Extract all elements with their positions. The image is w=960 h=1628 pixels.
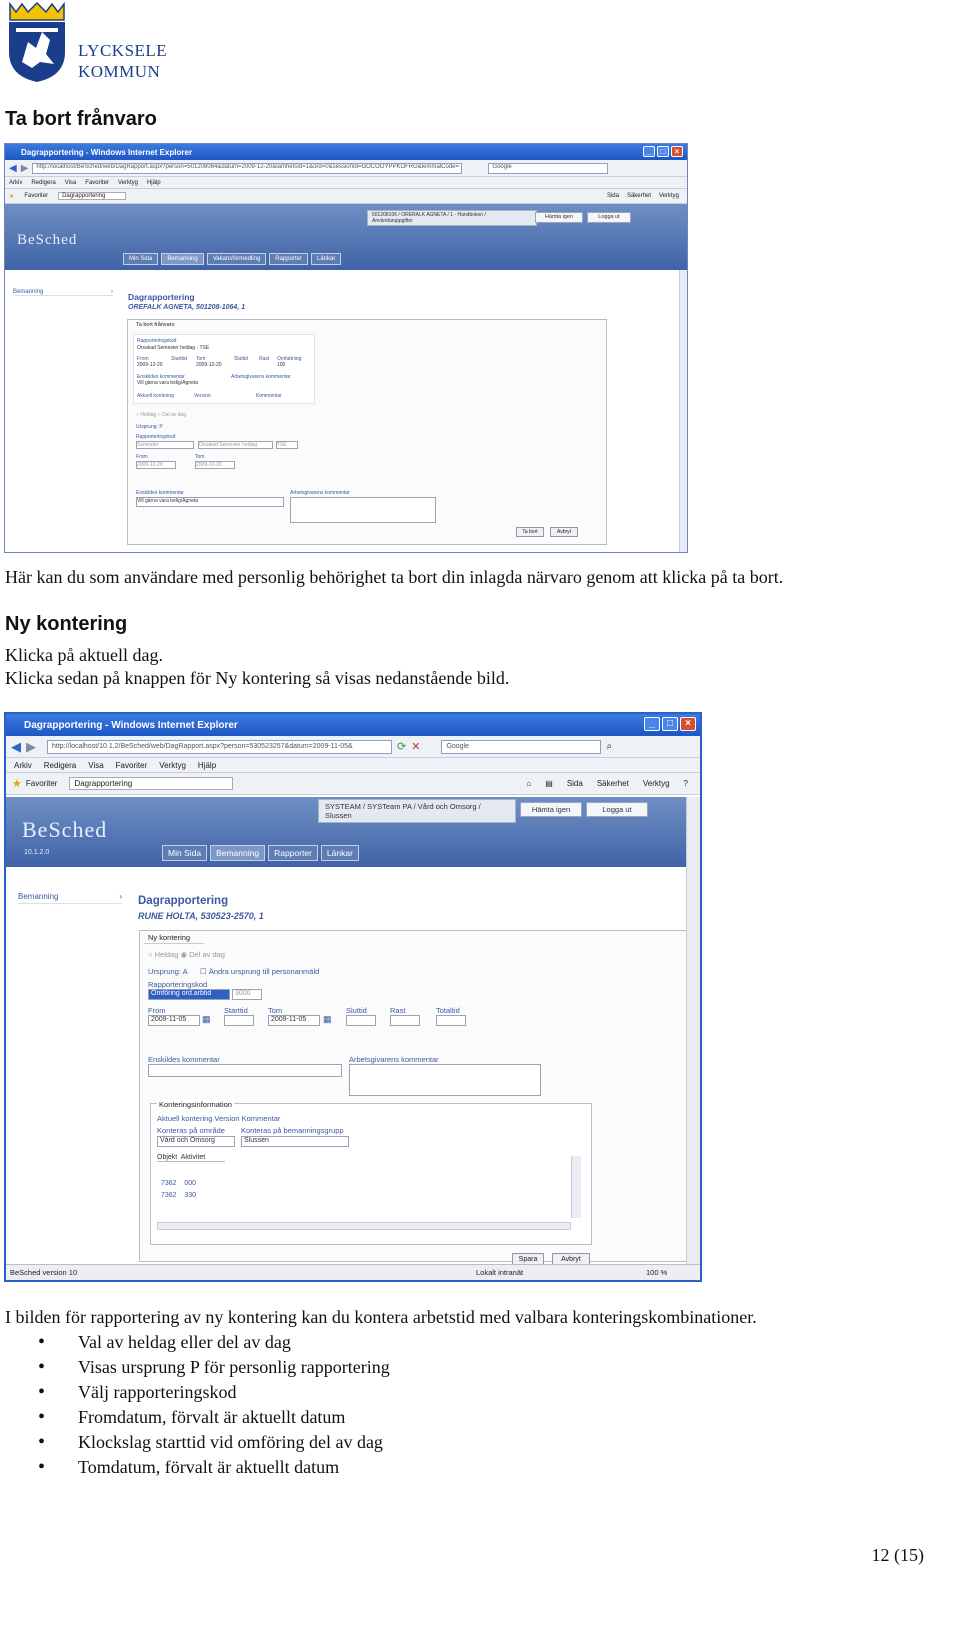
favorites-label[interactable]: Favoriter bbox=[24, 193, 49, 199]
panel-ny-kontering: Ny kontering ○ Heldag ◉ Del av dag Ursprung: A ☐ Ändra ursprung till personanmäld Rapporteringskod Omföring ord.arbtid 3000 From 2009-11-05 ▦ Starttid Tom 2009-11-05 ▦ Sluttid Rast Totaltid Enskildes kommentar Arbetsgivarens kommentar Konteringsinformation Aktuell kontering Version Kommentar Konteras på område Konteras på bemanningsgrupp Vård och Omsorg Slussen Objekt Aktivitet 7362 000 7362 330 Spara Avbryt bbox=[139, 930, 687, 1262]
table-header: Objekt Aktivitet bbox=[157, 1154, 225, 1162]
sluttid-input[interactable] bbox=[346, 1015, 376, 1026]
list-item: • Val av heldag eller del av dag bbox=[38, 1330, 390, 1355]
tab-bemanning[interactable]: Bemanning bbox=[210, 845, 265, 861]
heading-ny-kontering: Ny kontering bbox=[5, 613, 128, 635]
tab-rapporter[interactable]: Rapporter bbox=[268, 845, 318, 861]
rast-input[interactable] bbox=[390, 1015, 420, 1026]
code-select[interactable]: Omföring ord.arbtid bbox=[148, 989, 230, 1000]
favorites-star-icon[interactable]: ★ bbox=[12, 778, 22, 790]
code-text[interactable]: Orsakad Semester heldag bbox=[198, 441, 273, 449]
table-row[interactable]: 7362 330 bbox=[161, 1192, 197, 1199]
menu-arkiv[interactable]: Arkiv bbox=[9, 179, 23, 186]
code-label: Rapporteringskod bbox=[136, 434, 176, 440]
stop-icon[interactable]: ✕ bbox=[411, 741, 421, 753]
search-icon[interactable]: ⌕ bbox=[606, 741, 613, 752]
cancel-button[interactable]: Avbryt bbox=[550, 527, 578, 537]
account-hscrollbar[interactable] bbox=[157, 1222, 571, 1230]
logout-button[interactable]: Logga ut bbox=[586, 802, 648, 817]
account-info-panel: Konteringsinformation Aktuell kontering Version Kommentar Konteras på område Konteras på bemanningsgrupp Vård och Omsorg Slussen Objekt Aktivitet 7362 000 7362 330 bbox=[150, 1103, 592, 1245]
vertical-scrollbar[interactable] bbox=[686, 797, 700, 1264]
list-item: • Visas ursprung P för personlig rapportering bbox=[38, 1355, 390, 1380]
area-select[interactable]: Vård och Omsorg bbox=[157, 1136, 235, 1147]
help-icon[interactable]: ? bbox=[683, 779, 688, 788]
version-label: 10.1.2.0 bbox=[24, 849, 50, 856]
menu-redigera[interactable]: Redigera bbox=[31, 179, 56, 186]
forward-icon[interactable]: ▶ bbox=[26, 738, 36, 754]
refresh-icon[interactable]: ⟳ bbox=[397, 741, 407, 753]
heading-ta-bort-franvaro: Ta bort frånvaro bbox=[5, 108, 157, 130]
list-item: • Välj rapporteringskod bbox=[38, 1380, 390, 1405]
window-titlebar: Dagrapportering - Windows Internet Explorer _ □ × bbox=[6, 714, 700, 736]
minimize-icon[interactable]: _ bbox=[644, 717, 660, 731]
vertical-scrollbar[interactable] bbox=[679, 270, 687, 553]
menu-favoriter[interactable]: Favoriter bbox=[85, 179, 109, 186]
fetch-again-button[interactable]: Hämta igen bbox=[520, 802, 582, 817]
chevron-right-icon: › bbox=[111, 289, 113, 295]
menu-hjalp[interactable]: Hjälp bbox=[197, 760, 217, 770]
nav-tabs bbox=[162, 845, 359, 861]
menu-visa[interactable]: Visa bbox=[88, 760, 104, 770]
menu-visa[interactable]: Visa bbox=[64, 179, 77, 186]
toolbar-sida[interactable]: Sida bbox=[566, 779, 583, 788]
code-label: Rapporteringskod bbox=[148, 980, 208, 989]
favorites-bar bbox=[5, 189, 687, 204]
list-item: • Fromdatum, förvalt är aktuellt datum bbox=[38, 1405, 390, 1430]
favorites-label[interactable]: Favoriter bbox=[25, 779, 58, 788]
code-short[interactable]: 3000 bbox=[232, 989, 262, 1000]
individual-comment-input[interactable] bbox=[148, 1064, 342, 1077]
paragraph-kontering-intro: I bilden för rapportering av ny kontering kan du kontera arbetstid med valbara konteringskombinationer. bbox=[5, 1307, 757, 1327]
menu-favoriter[interactable]: Favoriter bbox=[115, 760, 148, 770]
minimize-icon[interactable]: _ bbox=[643, 146, 655, 157]
menu-redigera[interactable]: Redigera bbox=[43, 760, 77, 770]
menu-bar bbox=[6, 758, 700, 773]
employer-comment-input[interactable] bbox=[349, 1064, 541, 1096]
from-input[interactable]: 2009-12-20 bbox=[136, 461, 176, 469]
group-select[interactable]: Slussen bbox=[241, 1136, 349, 1147]
close-icon[interactable]: × bbox=[671, 146, 683, 157]
search-input[interactable]: Google bbox=[441, 740, 601, 754]
tab-lankar[interactable]: Länkar bbox=[321, 845, 359, 861]
nav-tabs bbox=[123, 253, 341, 265]
delete-button[interactable]: Ta bort bbox=[516, 527, 544, 537]
page-subtitle: OREFALK AGNETA, 501208-1064, 1 bbox=[128, 304, 246, 311]
list-item: • Klockslag starttid vid omföring del av dag bbox=[38, 1430, 390, 1455]
toolbar-sakerhet[interactable]: Säkerhet bbox=[626, 193, 651, 199]
radio-heldag-delavdag[interactable]: ○ Heldag ◉ Del av dag bbox=[148, 950, 225, 959]
back-icon[interactable]: ◀ bbox=[11, 738, 21, 754]
tab-bemanning[interactable]: Bemanning bbox=[161, 253, 203, 265]
page-title: Dagrapportering bbox=[138, 895, 229, 907]
paragraph-click-button: Klicka sedan på knappen för Ny kontering så visas nedanstående bild. bbox=[5, 668, 510, 688]
besched-brand: BeSched bbox=[17, 232, 78, 248]
absence-summary: Rapporteringskod Orsakad Semester heldag - TSE From Starttid Tom Sluttid Rast Omfattning 2009-12-20 2009-12-20 100 Enskildes kommentar Arbetsgivarens kommentar Vill gärna vara ledig/Agneta Aktuell kontering Version Kommentar bbox=[133, 334, 315, 404]
toolbar-sakerhet[interactable]: Säkerhet bbox=[596, 779, 629, 788]
back-icon[interactable]: ◀ bbox=[9, 162, 17, 174]
page-number: 12 (15) bbox=[871, 1545, 924, 1565]
url-input[interactable]: http://localhost/BeSched/web/DagRapport.aspx?person=501208064&datum=2009-12-20&lamhetsId=1&ord=0&sessionId=GOCOOYPPKOFRG&lemmalCode= bbox=[32, 163, 462, 174]
panel-title: Ny kontering bbox=[148, 933, 191, 942]
home-icon[interactable]: ⌂ bbox=[526, 779, 532, 788]
ursprung-label: Ursprung: A bbox=[148, 967, 188, 976]
address-bar bbox=[5, 160, 687, 177]
menu-bar bbox=[5, 177, 687, 189]
panel-ta-bort-franvaro: Ta bort frånvaro Rapporteringskod Orsakad Semester heldag - TSE From Starttid Tom Sluttid Rast Omfattning 2009-12-20 2009-12-20 100 Enskildes kommentar Arbetsgivarens kommentar Vill gärna vara ledig/Agneta Aktuell kontering Version Kommentar ○ Heldag ○ Del av dag Ursprung: P Rapporteringskod Semester Orsakad Semester heldag TSE From 2009-12-20 Tom 2009-12-20 Enskildes kommentar Vill gärna vara ledig/Agneta Arbetsgivarens kommentar Ta bort Avbryt bbox=[127, 319, 607, 545]
menu-arkiv[interactable]: Arkiv bbox=[14, 760, 32, 770]
save-button[interactable]: Spara bbox=[512, 1253, 544, 1266]
user-info: 501208106 / ORERALK AGNETA / 1 - Handboken / Användaruppgifter bbox=[367, 210, 537, 226]
cancel-button[interactable]: Avbryt bbox=[552, 1253, 590, 1266]
browser-tab[interactable]: Dagrapportering bbox=[69, 777, 233, 790]
totaltid-input[interactable] bbox=[436, 1015, 466, 1026]
app-header bbox=[5, 204, 687, 270]
maximize-icon[interactable]: □ bbox=[657, 146, 669, 157]
logo-text: LYCKSELE KOMMUN bbox=[78, 41, 168, 81]
menu-verktyg[interactable]: Verktyg bbox=[159, 760, 186, 770]
maximize-icon[interactable]: □ bbox=[662, 717, 678, 731]
panel-title: Ta bort frånvaro bbox=[136, 322, 175, 328]
tab-vakansformedling[interactable]: Vakansförmedling bbox=[207, 253, 267, 265]
toolbar-verktyg[interactable]: Verktyg bbox=[658, 193, 679, 199]
employer-comment-input[interactable] bbox=[290, 497, 436, 523]
list-item: • Tomdatum, förvalt är aktuellt datum bbox=[38, 1455, 390, 1480]
zoom-level[interactable]: 100 % bbox=[646, 1268, 668, 1277]
individual-comment-input[interactable]: Vill gärna vara ledig/Agneta bbox=[136, 497, 284, 507]
search-input[interactable]: Google bbox=[488, 163, 608, 174]
code-select[interactable]: Semester bbox=[136, 441, 194, 449]
logout-button[interactable]: Logga ut bbox=[587, 212, 631, 223]
intranet-zone: Lokalt intranät bbox=[476, 1268, 524, 1277]
ursprung-label: Ursprung: P bbox=[136, 424, 163, 430]
screenshot-ta-bort-franvaro bbox=[4, 143, 688, 553]
menu-verktyg[interactable]: Verktyg bbox=[117, 179, 138, 186]
menu-hjalp[interactable]: Hjälp bbox=[146, 179, 161, 186]
calendar-icon[interactable]: ▦ bbox=[202, 1014, 211, 1024]
toolbar-sida[interactable]: Sida bbox=[606, 193, 619, 199]
url-input[interactable]: http://localhost/10.1.2/BeSched/web/DagRapport.aspx?person=530523257&datum=2009-11-05& bbox=[47, 740, 392, 754]
change-origin-checkbox[interactable]: ☐ Ändra ursprung till personanmäld bbox=[200, 967, 320, 976]
tom-input[interactable]: 2009-11-05 bbox=[268, 1015, 320, 1026]
paragraph-delete-info: Här kan du som användare med personlig behörighet ta bort din inlagda närvaro genom att klicka på ta bort. bbox=[5, 567, 784, 587]
toolbar-verktyg[interactable]: Verktyg bbox=[642, 779, 670, 788]
tab-lankar[interactable]: Länkar bbox=[311, 253, 341, 265]
code-short[interactable]: TSE bbox=[276, 441, 298, 449]
from-input[interactable]: 2009-11-05 bbox=[148, 1015, 200, 1026]
forward-icon[interactable]: ▶ bbox=[20, 162, 29, 174]
radio-heldag-delavdag[interactable]: ○ Heldag ○ Del av dag bbox=[136, 412, 186, 418]
tab-min-sida[interactable]: Min Sida bbox=[123, 253, 158, 265]
fetch-again-button[interactable]: Hämta igen bbox=[535, 212, 583, 223]
table-row[interactable]: 7362 000 bbox=[161, 1180, 197, 1187]
besched-brand: BeSched bbox=[22, 817, 108, 842]
page-title: Dagrapportering bbox=[128, 292, 195, 302]
feature-list bbox=[38, 1330, 390, 1480]
app-header bbox=[6, 797, 686, 867]
favorites-star-icon[interactable]: ★ bbox=[9, 193, 15, 200]
starttid-input[interactable] bbox=[224, 1015, 254, 1026]
status-bar: BeSched version 10 Lokalt intranät 100 % bbox=[6, 1264, 700, 1280]
sidebar-item-bemanning[interactable]: Bemanning › bbox=[18, 892, 122, 904]
paragraph-click-day: Klicka på aktuell dag. bbox=[5, 645, 163, 665]
user-info: SYSTEAM / SYSTeam PA / Vård och Omsorg / Slussen bbox=[318, 799, 516, 823]
account-scrollbar[interactable] bbox=[571, 1156, 581, 1218]
close-icon[interactable]: × bbox=[680, 717, 696, 731]
chevron-right-icon: › bbox=[119, 892, 122, 901]
window-titlebar: Dagrapportering - Windows Internet Explorer _ □ × bbox=[5, 144, 687, 160]
calendar-icon[interactable]: ▦ bbox=[323, 1014, 332, 1024]
tom-input[interactable]: 2009-12-20 bbox=[195, 461, 235, 469]
coat-of-arms-icon bbox=[6, 2, 68, 84]
address-bar bbox=[6, 736, 700, 758]
print-icon[interactable]: ▤ bbox=[545, 779, 553, 788]
sidebar-item-bemanning[interactable]: Bemanning › bbox=[13, 289, 113, 295]
favorites-bar bbox=[6, 773, 700, 795]
lycksele-logo bbox=[6, 2, 168, 86]
screenshot-ny-kontering bbox=[4, 712, 702, 1282]
tab-rapporter[interactable]: Rapporter bbox=[269, 253, 308, 265]
browser-tab[interactable]: Dagrapportering bbox=[58, 192, 126, 200]
tab-min-sida[interactable]: Min Sida bbox=[162, 845, 207, 861]
page-subtitle: RUNE HOLTA, 530523-2570, 1 bbox=[138, 911, 264, 921]
